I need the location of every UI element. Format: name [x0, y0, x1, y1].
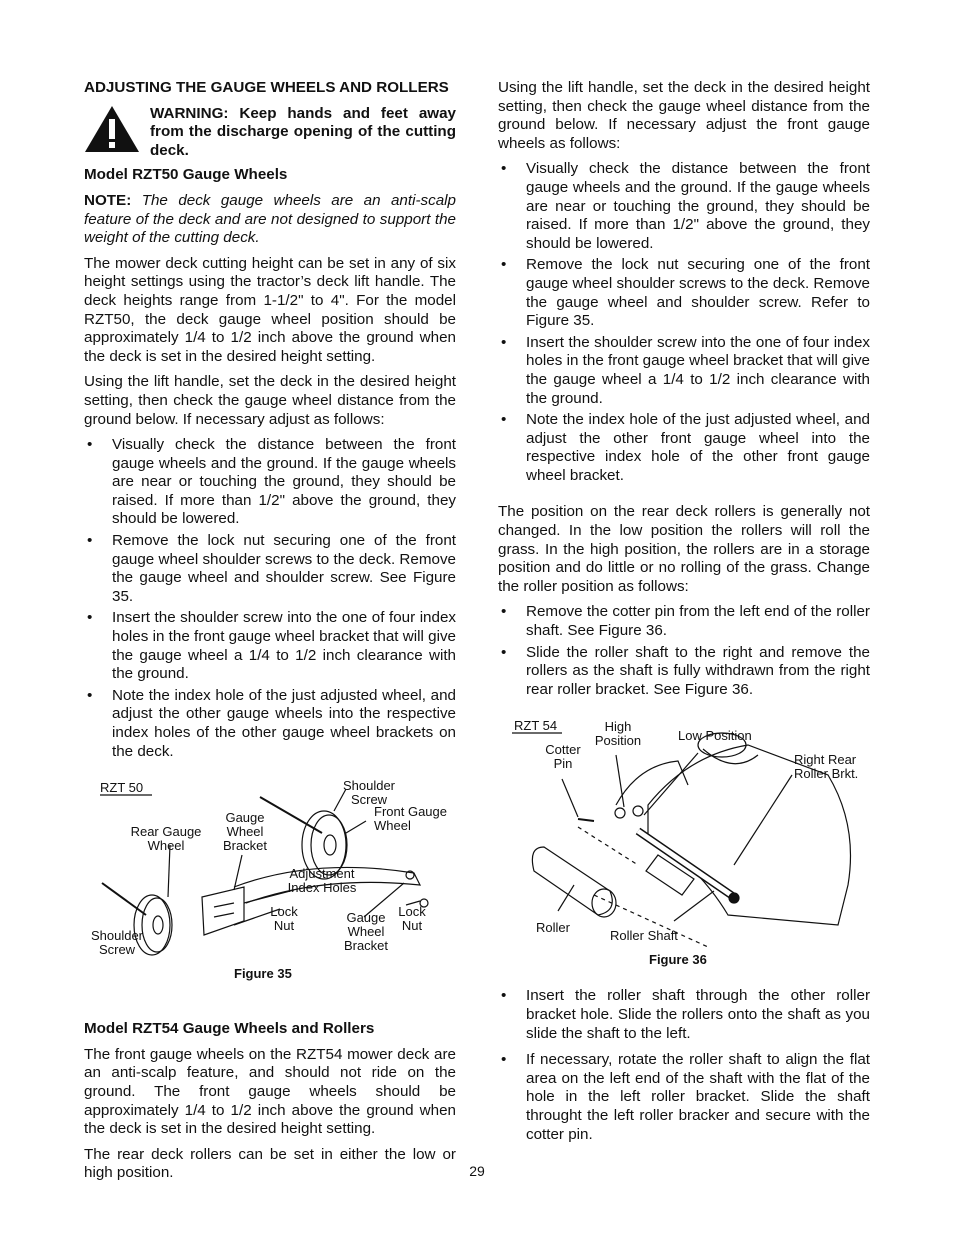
roller-shaft-label: Roller Shaft [610, 928, 678, 944]
list-item: • Insert the shoulder screw into the one of four index holes in the front gauge wheel bracket that will give the gauge wheel a 1/4 to 1/2 inch clearance with the ground. [498, 334, 870, 408]
warning-block [84, 105, 456, 161]
paragraph: The position on the rear deck rollers is generally not changed. In the low position the rollers will roll the grass. In the high position, the rollers are in a storage position and do little or no rolling of the grass. Change the roller position as follows: [498, 503, 870, 595]
figure-caption: Figure 35 [234, 966, 292, 982]
page-number: 29 [469, 1163, 485, 1179]
lock-nut-label: Lock Nut [398, 904, 426, 934]
note-label: NOTE: [84, 191, 132, 209]
rzt50-heading: Model RZT50 Gauge Wheels [84, 166, 288, 184]
shoulder-screw-label: Shoulder Screw [342, 778, 396, 808]
roller-label: Roller [536, 920, 570, 936]
list-item: • Visually check the distance between the front gauge wheels and the ground. If the gauge wheels are near or touching the ground, they should be raised. If more than 1/2" above the ground, they should be lowered. [498, 160, 870, 253]
list-item: • Slide the roller shaft to the right and remove the rollers as the shaft is fully withdrawn from the right rear roller bracket. See Figure 36. [498, 644, 870, 700]
figure-35 [84, 775, 456, 1020]
bullet-list [498, 160, 870, 485]
gauge-wheel-bracket-label: Gauge Wheel Bracket [222, 810, 268, 854]
warning-text: WARNING: Keep hands and feet away from the discharge opening of the cutting deck. [150, 104, 456, 159]
adjustment-index-holes-label: Adjustment Index Holes [287, 866, 357, 896]
rear-gauge-wheel-label: Rear Gauge Wheel [130, 824, 202, 854]
front-gauge-wheel-label: Front Gauge Wheel [374, 804, 447, 834]
figure-model-label: RZT 50 [100, 780, 144, 796]
list-item: • Remove the cotter pin from the left end of the roller shaft. See Figure 36. [498, 603, 870, 640]
paragraph: Using the lift handle, set the deck in the desired height setting, then check the gauge wheel distance from the ground below. If necessary adjust as follows: [84, 373, 456, 428]
high-position-label: High Position [594, 719, 642, 749]
low-position-label: Low Position [678, 728, 752, 744]
shoulder-screw-label: Shoulder Screw [90, 928, 144, 958]
section-heading: ADJUSTING THE GAUGE WHEELS AND ROLLERS [84, 79, 449, 96]
list-item: • Note the index hole of the just adjusted wheel, and adjust the other front gauge wheel into the respective index hole of the other front gauge wheel bracket. [498, 411, 870, 485]
paragraph: The mower deck cutting height can be set in any of six height settings using the tractor’s deck lift handle. The deck heights range from 1-1/2" to 4". For the model RZT50, the deck gauge wheel position should be approximately 1/4 to 1/2 inch above the ground when the deck is set in the desired height setting. [84, 254, 456, 365]
cotter-pin-label: Cotter Pin [545, 742, 581, 772]
bullet-list [498, 987, 870, 1144]
note [84, 192, 456, 248]
figure-model-label: RZT 54 [514, 718, 558, 734]
figure-caption: Figure 36 [649, 952, 707, 968]
list-item: • Visually check the distance between the front gauge wheels and the ground. If the gauge wheels are near or touching the ground, they should be raised. If more than 1/2" above the ground, they should be lowered. [84, 436, 456, 529]
list-item: • Remove the lock nut securing one of the front gauge wheel shoulder screws to the deck. Remove the gauge wheel and shoulder screw. Refer to Figure 35. [498, 256, 870, 330]
right-rear-roller-brkt-label: Right Rear Roller Brkt. [794, 752, 859, 782]
paragraph: Using the lift handle, set the deck in the desired height setting, then check the gauge wheel distance from the ground below. If necessary adjust the front gauge wheels as follows: [498, 79, 870, 152]
paragraph: The rear deck rollers can be set in either the low or high position. [84, 1145, 456, 1182]
note-text: The deck gauge wheels are an anti-scalp feature of the deck and are not designed to support the weight of the cutting deck. [84, 191, 456, 247]
lock-nut-label: Lock Nut [270, 904, 298, 934]
right-column [498, 79, 870, 1151]
list-item: • Note the index hole of the just adjusted wheel, and adjust the other gauge wheels into the respective index holes of the other gauge wheel brackets on the deck. [84, 687, 456, 761]
list-item: • Insert the roller shaft through the other roller bracket hole. Slide the rollers onto the shaft as you slide the shaft to the left. [498, 987, 870, 1043]
gauge-wheel-bracket-label: Gauge Wheel Bracket [343, 910, 389, 954]
list-item: • If necessary, rotate the roller shaft to align the flat area on the left end of the shaft with the flat of the hole in the left roller bracket. Slide the shaft throught the left roller bracker and secure with the cotter pin. [498, 1051, 870, 1144]
list-item: • Remove the lock nut securing one of the front gauge wheel shoulder screws to the deck. Remove the gauge wheel and shoulder screw. See Figure 35. [84, 532, 456, 606]
figure-36 [498, 715, 870, 977]
list-item: • Insert the shoulder screw into the one of four index holes in the front gauge wheel bracket that will give the gauge wheel a 1/4 to 1/2 inch clearance with the ground. [84, 609, 456, 683]
bullet-list [498, 603, 870, 699]
bullet-list [84, 436, 456, 761]
rzt54-heading: Model RZT54 Gauge Wheels and Rollers [84, 1020, 375, 1038]
left-column [84, 79, 456, 1190]
warning-icon [84, 105, 140, 153]
paragraph: The front gauge wheels on the RZT54 mower deck are an anti-scalp feature, and should not ride on the ground. The front gauge wheels should be approximately 1/4 to 1/2 inch above the ground when the deck is set in the desired height setting. [84, 1045, 456, 1138]
